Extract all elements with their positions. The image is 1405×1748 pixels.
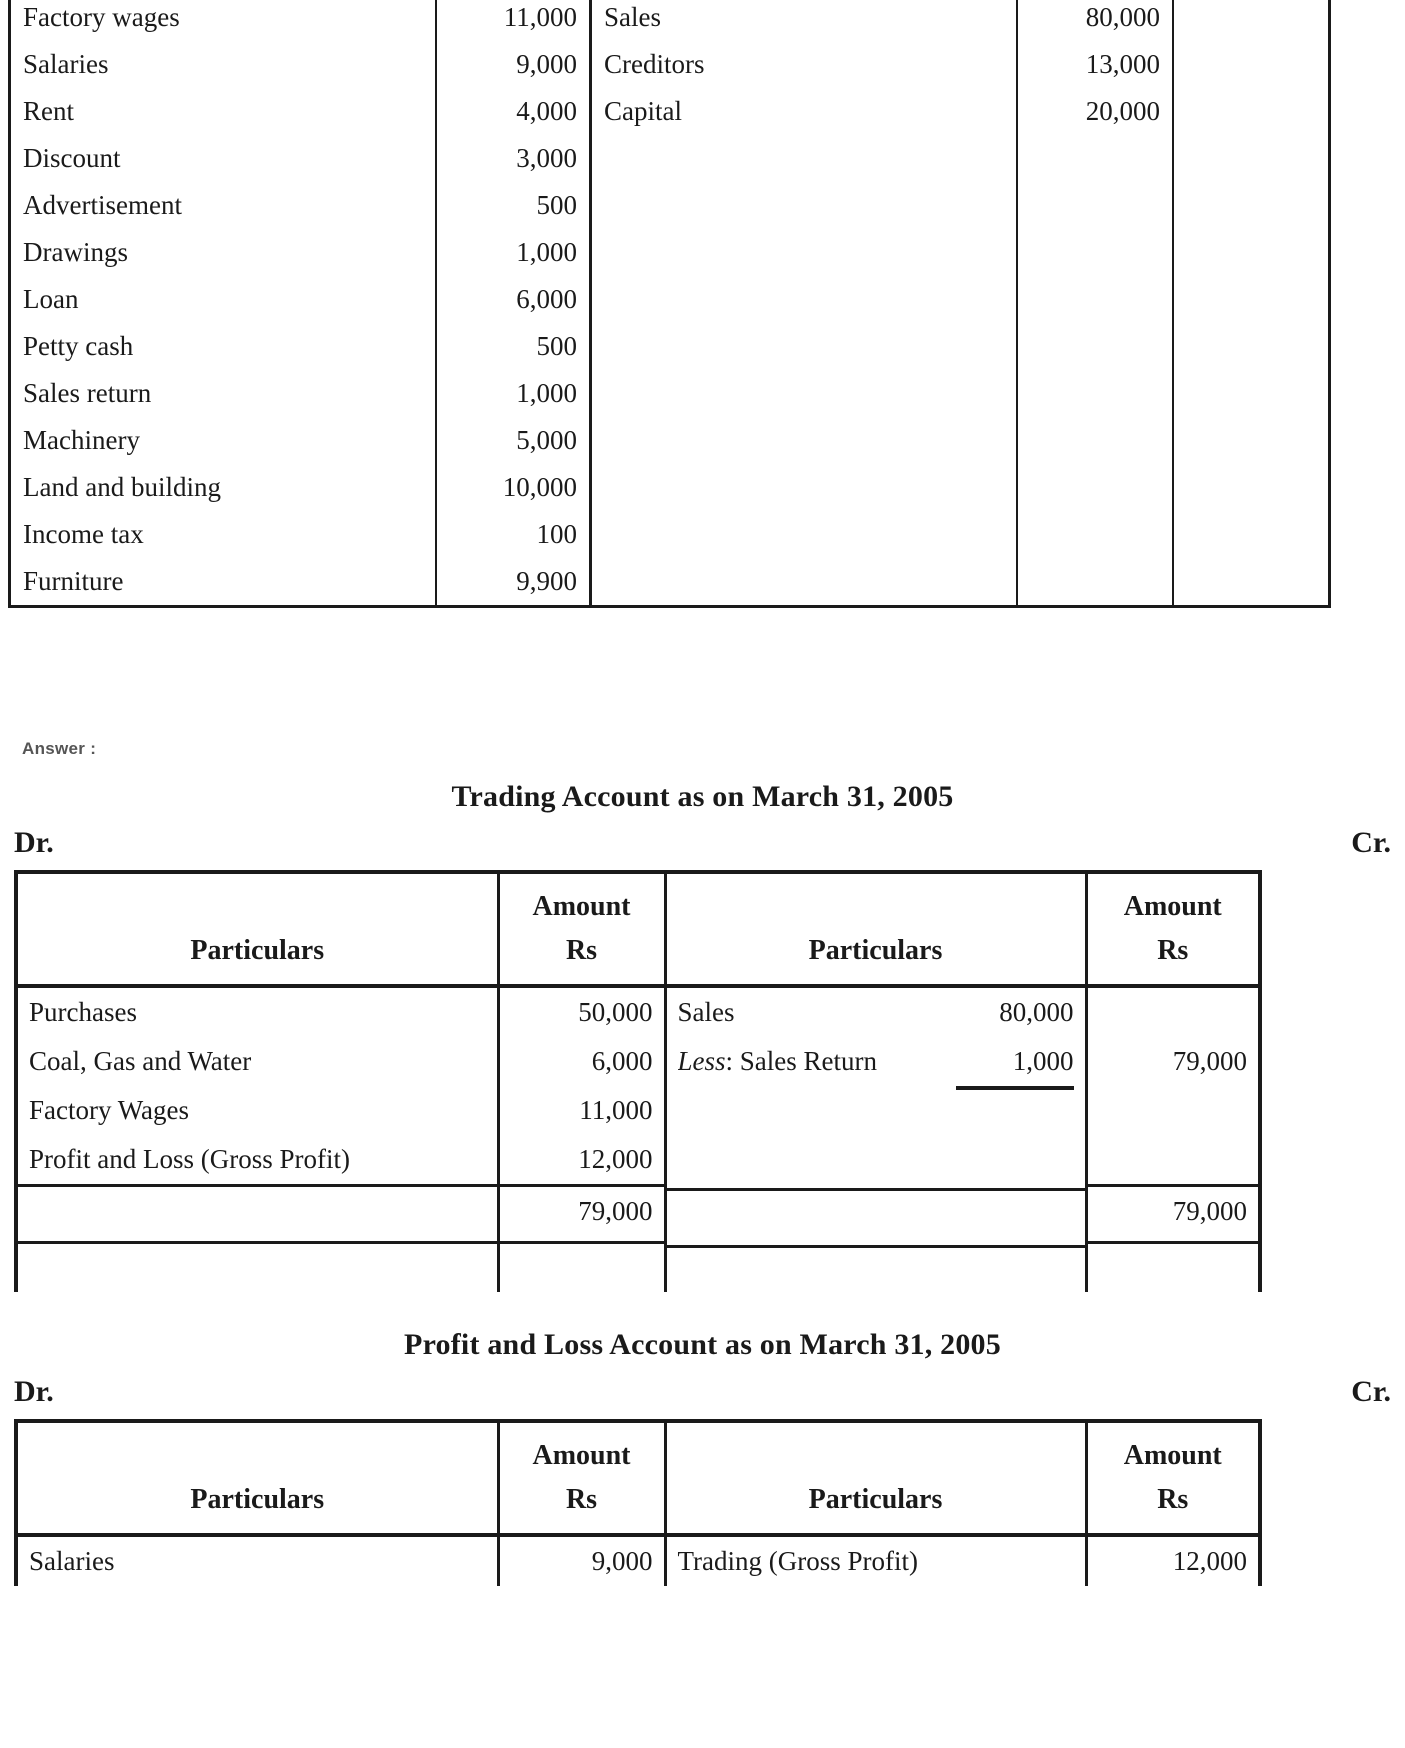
trial-credit-name <box>591 135 1018 182</box>
pl-credit-amount-cell <box>1086 1535 1260 1586</box>
trial-credit-amount: 80,000 <box>1017 0 1173 41</box>
trial-credit-amount: 20,000 <box>1017 88 1173 135</box>
trading-credit-spacer <box>667 1090 1085 1188</box>
trial-debit-name: Machinery <box>10 417 437 464</box>
trial-credit-amount <box>1017 511 1173 558</box>
trading-account-body <box>16 986 1260 1292</box>
answer-label: Answer : <box>22 739 97 758</box>
amount-value: 12,000 <box>578 1144 653 1174</box>
trading-credit-total-label <box>667 1188 1085 1240</box>
list-item <box>667 1037 1085 1086</box>
table-row <box>10 464 1330 511</box>
pl-header-amount-right <box>1086 1421 1260 1535</box>
trial-debit-amount: 100 <box>436 511 591 558</box>
profit-loss-header <box>16 1421 1260 1535</box>
amount-value <box>1088 988 1259 1037</box>
trial-debit-amount: 1,000 <box>436 370 591 417</box>
trading-account-heading: Trading Account as on March 31, 2005 <box>451 780 954 813</box>
table-row <box>10 276 1330 323</box>
trial-credit-amount <box>1017 417 1173 464</box>
trading-dr-label: Dr. <box>14 826 54 859</box>
trial-credit-name <box>591 323 1018 370</box>
trial-credit-name <box>591 558 1018 607</box>
trial-debit-name: Income tax <box>10 511 437 558</box>
pl-debit-amount-cell <box>498 1535 665 1586</box>
pl-header-amount-left-unit: Rs <box>565 1483 598 1515</box>
trial-credit-name: Capital <box>591 88 1018 135</box>
trial-debit-name: Advertisement <box>10 182 437 229</box>
list-item: Salaries <box>29 1546 115 1576</box>
trial-credit-amount <box>1017 276 1173 323</box>
trial-debit-amount: 9,900 <box>436 558 591 607</box>
pl-header-particulars-right <box>665 1421 1086 1535</box>
trial-pad-cell <box>1173 229 1330 276</box>
list-item: Factory Wages <box>29 1095 190 1125</box>
trial-debit-name: Drawings <box>10 229 437 276</box>
trial-debit-name: Discount <box>10 135 437 182</box>
trial-debit-amount: 5,000 <box>436 417 591 464</box>
trial-debit-name: Petty cash <box>10 323 437 370</box>
pl-cr-label: Cr. <box>1351 1375 1391 1408</box>
trial-credit-name: Sales <box>591 0 1018 41</box>
trading-credit-name: Sales <box>677 997 735 1027</box>
profit-loss-table-wrapper <box>14 1419 1258 1586</box>
trial-debit-name: Factory wages <box>10 0 437 41</box>
pl-header-amount-right-title: Amount <box>1123 1440 1222 1472</box>
trading-header-amount-left-unit: Rs <box>565 934 598 966</box>
trading-credit-particulars-cell <box>665 986 1086 1292</box>
table-row <box>10 182 1330 229</box>
amount-value: 50,000 <box>578 997 653 1027</box>
table-row <box>10 558 1330 607</box>
list-item: Profit and Loss (Gross Profit) <box>29 1144 350 1174</box>
amount-value: 79,000 <box>1172 1046 1247 1076</box>
trial-credit-amount <box>1017 229 1173 276</box>
trading-credit-inline-amount: 1,000 <box>1012 1046 1074 1076</box>
list-item <box>667 988 1085 1037</box>
trading-header-amount-right-unit: Rs <box>1157 934 1189 966</box>
trading-debit-amount-tail <box>500 1244 664 1288</box>
trading-credit-name-less <box>678 1037 956 1086</box>
trading-credit-name-rest: : Sales Return <box>725 1046 877 1076</box>
trading-header-amount-left <box>498 872 665 986</box>
table-row <box>16 1535 1260 1586</box>
trading-account-table-wrapper <box>14 870 1258 1292</box>
trial-debit-amount: 1,000 <box>436 229 591 276</box>
pl-dr-label: Dr. <box>14 1375 54 1408</box>
trial-debit-name: Salaries <box>10 41 437 88</box>
pl-debit-particulars-cell <box>16 1535 498 1586</box>
amount-value: 12,000 <box>1172 1546 1247 1576</box>
less-italic-label: Less <box>677 1046 726 1076</box>
trial-balance-body <box>10 0 1330 607</box>
trial-pad-cell <box>1173 417 1330 464</box>
trial-pad-cell <box>1173 0 1330 41</box>
trial-balance-table-wrapper <box>8 0 1160 608</box>
table-row <box>10 135 1330 182</box>
trial-credit-name <box>591 417 1018 464</box>
trial-debit-amount: 500 <box>436 182 591 229</box>
trading-credit-inline-amount: 80,000 <box>999 997 1074 1027</box>
trading-account-header <box>16 872 1260 986</box>
trading-header-particulars-left <box>16 872 498 986</box>
trial-debit-name: Sales return <box>10 370 437 417</box>
table-header-row <box>16 1421 1260 1535</box>
trading-cr-label: Cr. <box>1351 826 1391 859</box>
trial-debit-name: Furniture <box>10 558 437 607</box>
trading-account-table <box>14 870 1262 1292</box>
table-row <box>16 986 1260 1292</box>
trading-credit-tail <box>667 1248 1085 1292</box>
trial-pad-cell <box>1173 41 1330 88</box>
trading-header-amount-right <box>1086 872 1260 986</box>
table-row <box>10 323 1330 370</box>
list-item: Purchases <box>29 997 137 1027</box>
trial-credit-name: Creditors <box>591 41 1018 88</box>
amount-value: 9,000 <box>591 1546 653 1576</box>
trading-debit-double-rule <box>18 1236 497 1244</box>
table-row <box>10 229 1330 276</box>
trading-header-amount-left-title: Amount <box>532 891 631 923</box>
trial-pad-cell <box>1173 370 1330 417</box>
trial-debit-name: Rent <box>10 88 437 135</box>
trial-balance-table <box>8 0 1331 608</box>
profit-loss-account-heading: Profit and Loss Account as on March 31, 2005 <box>404 1328 1001 1361</box>
trading-debit-amount-cell <box>498 986 665 1292</box>
table-row <box>10 41 1330 88</box>
amount-value: 6,000 <box>591 1046 653 1076</box>
trading-debit-total-value: 79,000 <box>500 1184 664 1236</box>
trading-credit-amount-spacer <box>1088 1086 1259 1184</box>
trial-credit-amount <box>1017 370 1173 417</box>
amount-value: 11,000 <box>579 1095 653 1125</box>
trial-credit-name <box>591 276 1018 323</box>
trading-credit-amount-tail <box>1088 1244 1259 1288</box>
trading-header-particulars-left-text: Particulars <box>190 934 325 966</box>
trial-credit-name <box>591 370 1018 417</box>
trial-credit-amount <box>1017 558 1173 607</box>
pl-header-amount-left <box>498 1421 665 1535</box>
table-row <box>10 88 1330 135</box>
table-row <box>10 511 1330 558</box>
trading-debit-amount-double-rule <box>500 1236 664 1244</box>
trading-debit-tail <box>18 1244 497 1288</box>
table-row <box>10 0 1330 41</box>
pl-header-particulars-left <box>16 1421 498 1535</box>
trial-debit-name: Land and building <box>10 464 437 511</box>
trial-credit-amount <box>1017 135 1173 182</box>
trial-credit-name <box>591 182 1018 229</box>
trading-header-amount-right-title: Amount <box>1123 891 1222 923</box>
table-header-row <box>16 872 1260 986</box>
trial-debit-amount: 6,000 <box>436 276 591 323</box>
trading-header-particulars-right-text: Particulars <box>808 934 943 966</box>
trial-credit-amount <box>1017 323 1173 370</box>
trial-debit-amount: 500 <box>436 323 591 370</box>
trading-debit-particulars-cell <box>16 986 498 1292</box>
trading-credit-amount-cell <box>1086 986 1260 1292</box>
pl-header-amount-right-unit: Rs <box>1157 1483 1189 1515</box>
trial-debit-amount: 11,000 <box>436 0 591 41</box>
trading-credit-double-rule <box>667 1240 1085 1248</box>
trial-pad-cell <box>1173 323 1330 370</box>
trial-credit-amount: 13,000 <box>1017 41 1173 88</box>
trial-pad-cell <box>1173 276 1330 323</box>
trial-pad-cell <box>1173 558 1330 607</box>
trial-pad-cell <box>1173 464 1330 511</box>
pl-header-particulars-left-text: Particulars <box>190 1483 325 1515</box>
trading-header-particulars-right <box>665 872 1086 986</box>
trading-debit-total-label <box>18 1184 497 1236</box>
trial-credit-amount <box>1017 182 1173 229</box>
pl-credit-particulars-cell <box>665 1535 1086 1586</box>
trial-credit-amount <box>1017 464 1173 511</box>
trial-debit-amount: 9,000 <box>436 41 591 88</box>
pl-header-particulars-right-text: Particulars <box>808 1483 943 1515</box>
trial-pad-cell <box>1173 182 1330 229</box>
trial-credit-name <box>591 229 1018 276</box>
trial-debit-amount: 4,000 <box>436 88 591 135</box>
trial-debit-name: Loan <box>10 276 437 323</box>
trial-pad-cell <box>1173 135 1330 182</box>
list-item: Coal, Gas and Water <box>29 1046 252 1076</box>
trial-pad-cell <box>1173 511 1330 558</box>
table-row <box>10 370 1330 417</box>
trading-credit-total-value: 79,000 <box>1088 1184 1259 1236</box>
trial-debit-amount: 10,000 <box>436 464 591 511</box>
list-item: Trading (Gross Profit) <box>677 1546 919 1576</box>
profit-loss-body <box>16 1535 1260 1586</box>
profit-loss-account-table <box>14 1419 1262 1586</box>
trial-pad-cell <box>1173 88 1330 135</box>
trading-credit-amount-double-rule <box>1088 1236 1259 1244</box>
trial-credit-name <box>591 464 1018 511</box>
trial-credit-name <box>591 511 1018 558</box>
trial-debit-amount: 3,000 <box>436 135 591 182</box>
table-row <box>10 417 1330 464</box>
pl-header-amount-left-title: Amount <box>532 1440 631 1472</box>
